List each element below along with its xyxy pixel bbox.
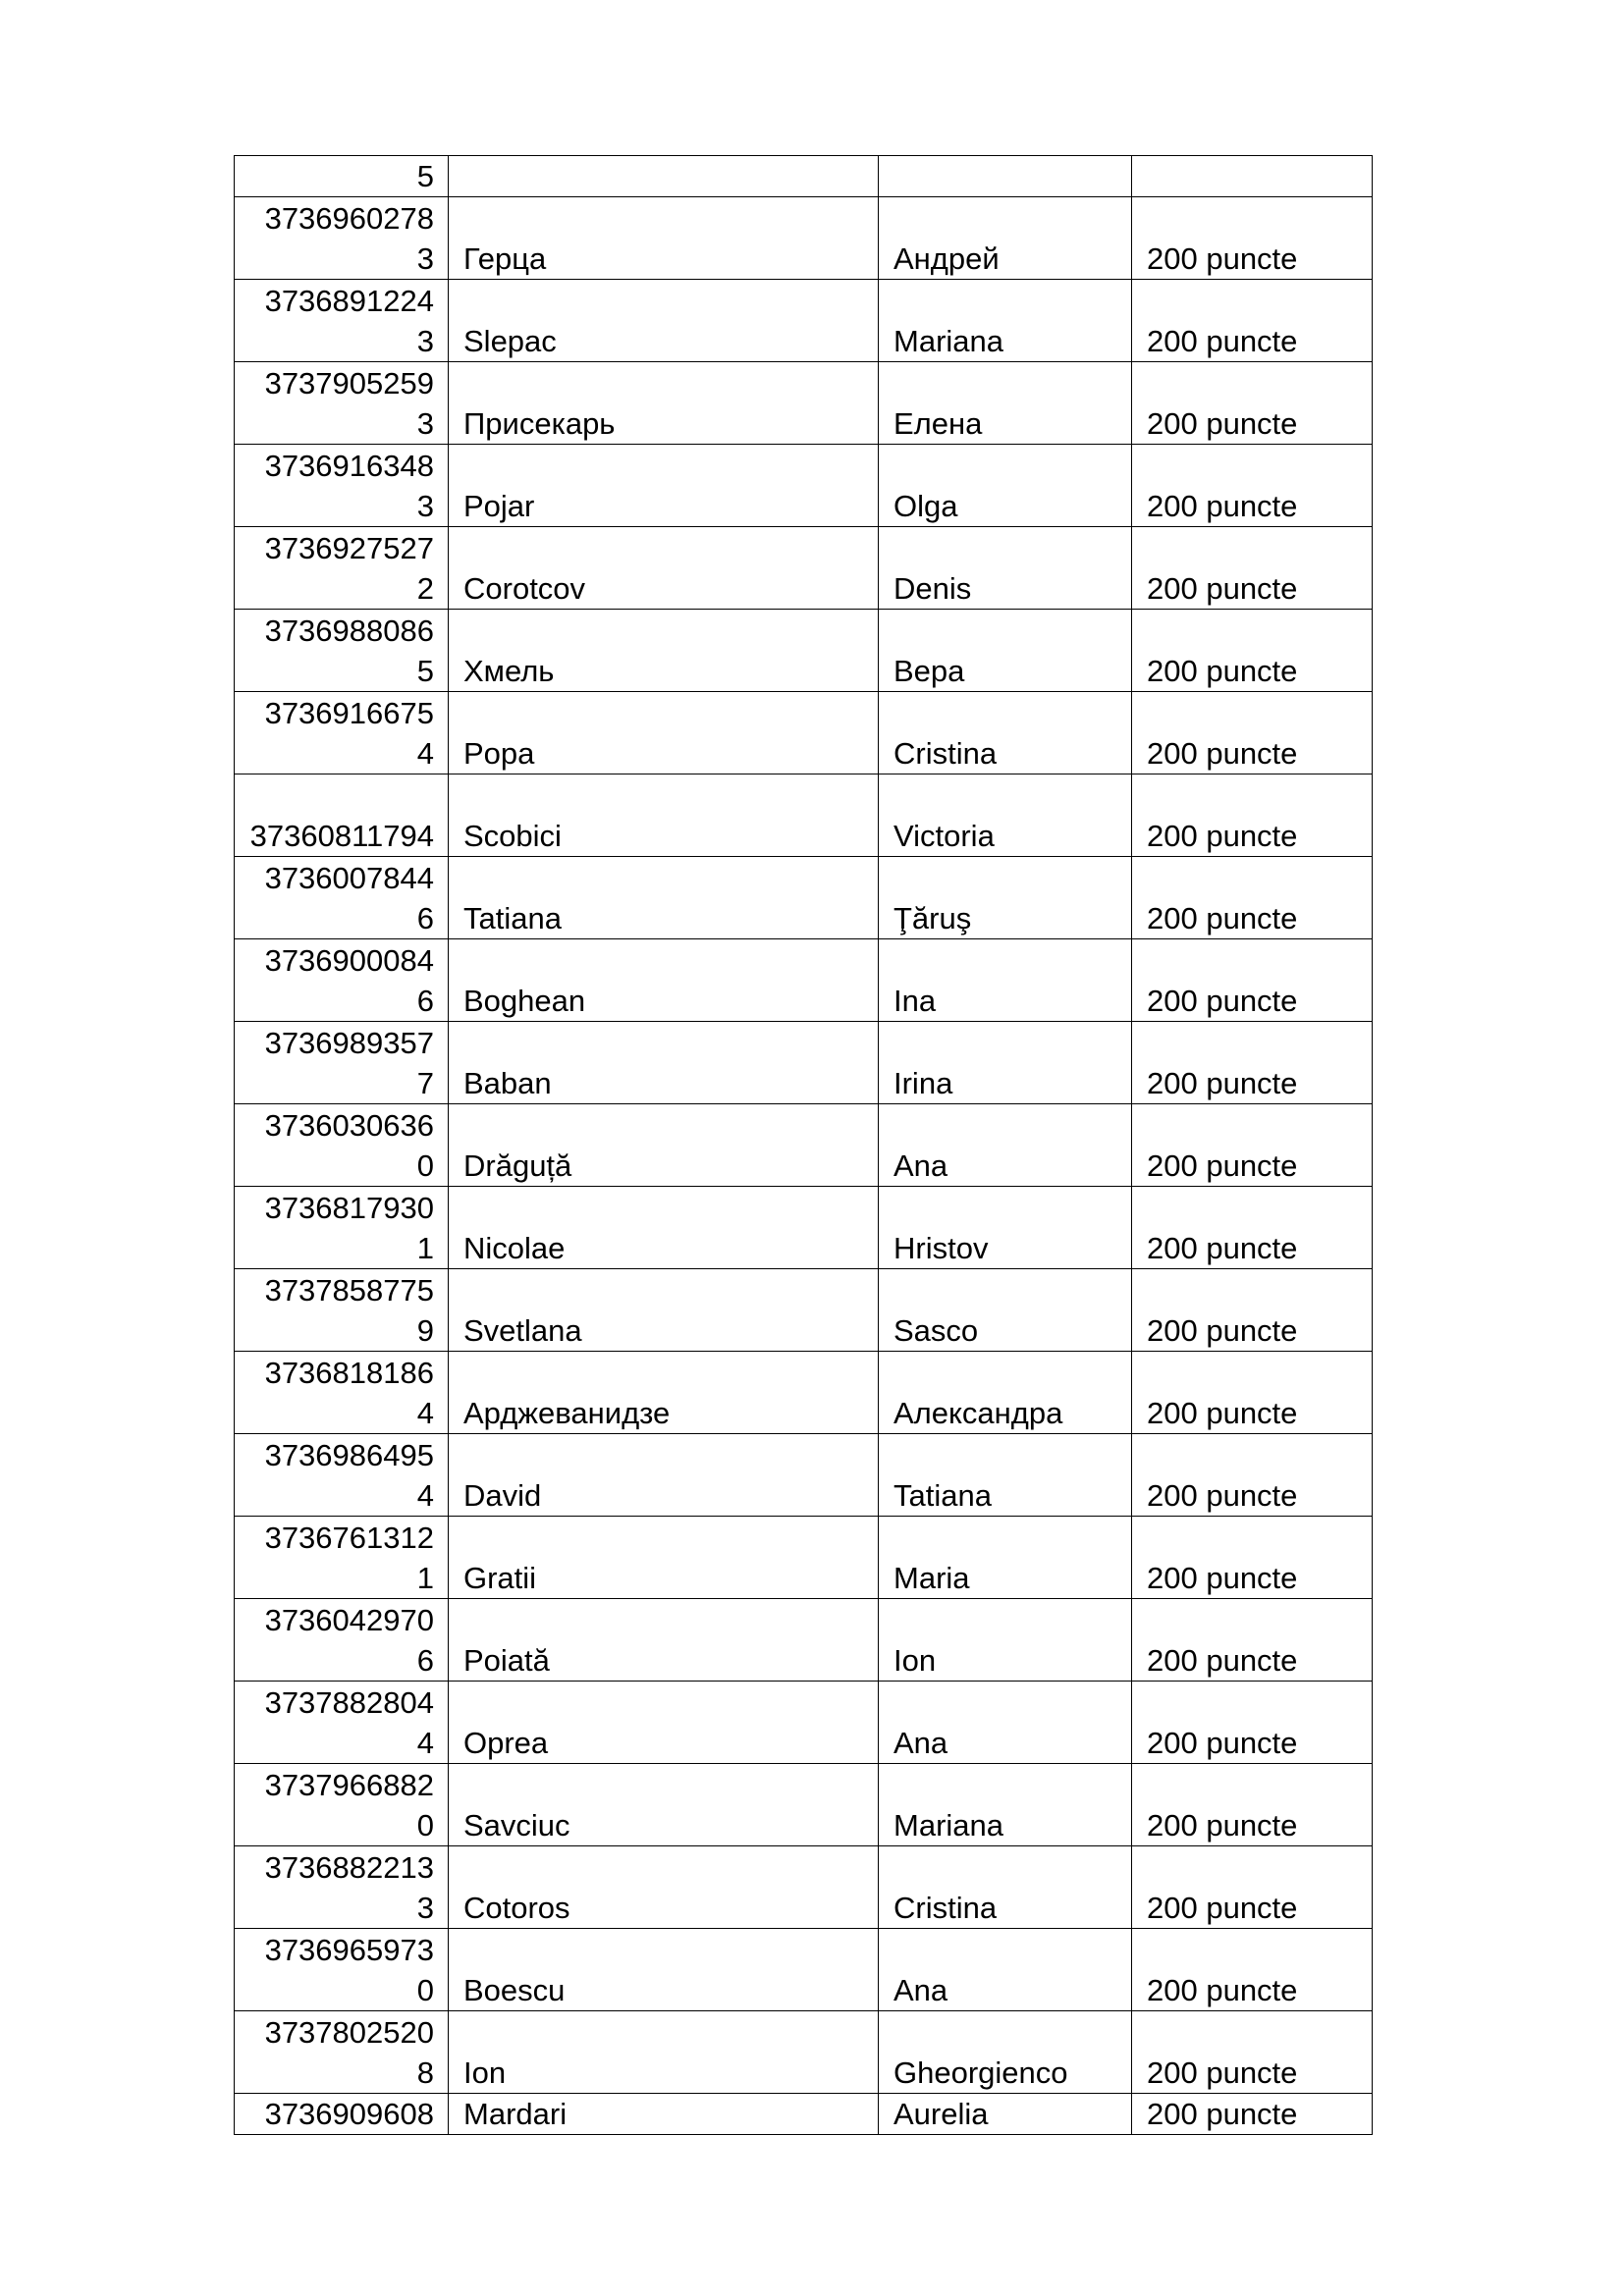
last-name-cell: Boghean: [449, 939, 879, 1022]
points-cell: [1132, 156, 1373, 197]
phone-cell: 37368912243: [235, 280, 449, 362]
last-name-cell: Scobici: [449, 774, 879, 857]
first-name-cell: Александра: [879, 1352, 1132, 1434]
last-name-cell: Svetlana: [449, 1269, 879, 1352]
last-name-cell: Boescu: [449, 1929, 879, 2011]
phone-cell: 37369275272: [235, 527, 449, 610]
table-row: [235, 1352, 1373, 1434]
first-name-cell: Gheorgienco: [879, 2011, 1132, 2094]
last-name-cell: Ion: [449, 2011, 879, 2094]
first-name-cell: Cristina: [879, 1846, 1132, 1929]
phone-cell: 5: [235, 156, 449, 197]
table-row: [235, 527, 1373, 610]
first-name-cell: Ion: [879, 1599, 1132, 1682]
last-name-cell: Pojar: [449, 445, 879, 527]
last-name-cell: Хмель: [449, 610, 879, 692]
table-row: [235, 1517, 1373, 1599]
table-row: [235, 1434, 1373, 1517]
table-row: [235, 1187, 1373, 1269]
table-row: [235, 2094, 1373, 2135]
first-name-cell: Hristov: [879, 1187, 1132, 1269]
points-cell: 200 puncte: [1132, 1929, 1373, 2011]
points-cell: 200 puncte: [1132, 1269, 1373, 1352]
phone-cell: 37368822133: [235, 1846, 449, 1929]
last-name-cell: Corotcov: [449, 527, 879, 610]
phone-cell: 37369000846: [235, 939, 449, 1022]
first-name-cell: Denis: [879, 527, 1132, 610]
first-name-cell: Sasco: [879, 1269, 1132, 1352]
first-name-cell: Maria: [879, 1517, 1132, 1599]
points-cell: 200 puncte: [1132, 774, 1373, 857]
points-cell: 200 puncte: [1132, 1599, 1373, 1682]
phone-cell: 37369166754: [235, 692, 449, 774]
first-name-cell: Mariana: [879, 1764, 1132, 1846]
points-cell: 200 puncte: [1132, 1352, 1373, 1434]
last-name-cell: David: [449, 1434, 879, 1517]
last-name-cell: Герца: [449, 197, 879, 280]
points-cell: 200 puncte: [1132, 527, 1373, 610]
table-row: [235, 1599, 1373, 1682]
table-row: [235, 156, 1373, 197]
first-name-cell: Tatiana: [879, 1434, 1132, 1517]
points-cell: 200 puncte: [1132, 1764, 1373, 1846]
first-name-cell: [879, 156, 1132, 197]
phone-cell: 37369880865: [235, 610, 449, 692]
first-name-cell: Cristina: [879, 692, 1132, 774]
points-cell: 200 puncte: [1132, 857, 1373, 939]
table-row: [235, 939, 1373, 1022]
first-name-cell: Victoria: [879, 774, 1132, 857]
last-name-cell: Popa: [449, 692, 879, 774]
phone-cell: 37369602783: [235, 197, 449, 280]
phone-cell: 3736909608: [235, 2094, 449, 2135]
table-row: [235, 1269, 1373, 1352]
table-body: [235, 156, 1373, 2135]
first-name-cell: Елена: [879, 362, 1132, 445]
first-name-cell: Aurelia: [879, 2094, 1132, 2135]
first-name-cell: Mariana: [879, 280, 1132, 362]
phone-cell: 37369659730: [235, 1929, 449, 2011]
phone-cell: 37369864954: [235, 1434, 449, 1517]
table-row: [235, 610, 1373, 692]
table-row: [235, 1846, 1373, 1929]
points-cell: 200 puncte: [1132, 1682, 1373, 1764]
table-row: [235, 445, 1373, 527]
last-name-cell: Oprea: [449, 1682, 879, 1764]
points-cell: 200 puncte: [1132, 1104, 1373, 1187]
last-name-cell: Арджеванидзе: [449, 1352, 879, 1434]
phone-cell: 37368179301: [235, 1187, 449, 1269]
last-name-cell: Slepac: [449, 280, 879, 362]
points-cell: 200 puncte: [1132, 280, 1373, 362]
first-name-cell: Irina: [879, 1022, 1132, 1104]
table-row: [235, 1682, 1373, 1764]
phone-cell: 37367613121: [235, 1517, 449, 1599]
phone-cell: 37360078446: [235, 857, 449, 939]
phone-cell: 37369163483: [235, 445, 449, 527]
first-name-cell: Ana: [879, 1929, 1132, 2011]
last-name-cell: Drăguță: [449, 1104, 879, 1187]
points-cell: 200 puncte: [1132, 445, 1373, 527]
phone-cell: 37378587759: [235, 1269, 449, 1352]
last-name-cell: Присекарь: [449, 362, 879, 445]
phone-cell: 37360429706: [235, 1599, 449, 1682]
table-row: [235, 1022, 1373, 1104]
points-cell: 200 puncte: [1132, 610, 1373, 692]
phone-cell: 37379668820: [235, 1764, 449, 1846]
first-name-cell: Ana: [879, 1104, 1132, 1187]
last-name-cell: Mardari: [449, 2094, 879, 2135]
table-row: [235, 692, 1373, 774]
last-name-cell: Cotoros: [449, 1846, 879, 1929]
last-name-cell: Poiată: [449, 1599, 879, 1682]
points-cell: 200 puncte: [1132, 1187, 1373, 1269]
first-name-cell: Вера: [879, 610, 1132, 692]
last-name-cell: Nicolae: [449, 1187, 879, 1269]
points-cell: 200 puncte: [1132, 692, 1373, 774]
points-cell: 200 puncte: [1132, 197, 1373, 280]
points-cell: 200 puncte: [1132, 1846, 1373, 1929]
table-row: [235, 1104, 1373, 1187]
points-cell: 200 puncte: [1132, 362, 1373, 445]
points-cell: 200 puncte: [1132, 1022, 1373, 1104]
table-row: [235, 1764, 1373, 1846]
table-row: [235, 857, 1373, 939]
last-name-cell: Baban: [449, 1022, 879, 1104]
phone-cell: 37378828044: [235, 1682, 449, 1764]
first-name-cell: Ţăruş: [879, 857, 1132, 939]
table-row: [235, 774, 1373, 857]
points-cell: 200 puncte: [1132, 939, 1373, 1022]
table-row: [235, 280, 1373, 362]
points-cell: 200 puncte: [1132, 2094, 1373, 2135]
phone-cell: 37378025208: [235, 2011, 449, 2094]
points-cell: 200 puncte: [1132, 2011, 1373, 2094]
table-row: [235, 197, 1373, 280]
first-name-cell: Андрей: [879, 197, 1132, 280]
last-name-cell: Gratii: [449, 1517, 879, 1599]
last-name-cell: [449, 156, 879, 197]
results-table: [234, 155, 1373, 2135]
points-cell: 200 puncte: [1132, 1434, 1373, 1517]
table-row: [235, 362, 1373, 445]
table-row: [235, 1929, 1373, 2011]
points-cell: 200 puncte: [1132, 1517, 1373, 1599]
table-row: [235, 2011, 1373, 2094]
last-name-cell: Tatiana: [449, 857, 879, 939]
phone-cell: 37379052593: [235, 362, 449, 445]
phone-cell: 37360306360: [235, 1104, 449, 1187]
last-name-cell: Savciuc: [449, 1764, 879, 1846]
phone-cell: 37360811794: [235, 774, 449, 857]
first-name-cell: Ina: [879, 939, 1132, 1022]
first-name-cell: Olga: [879, 445, 1132, 527]
phone-cell: 37368181864: [235, 1352, 449, 1434]
first-name-cell: Ana: [879, 1682, 1132, 1764]
phone-cell: 37369893577: [235, 1022, 449, 1104]
